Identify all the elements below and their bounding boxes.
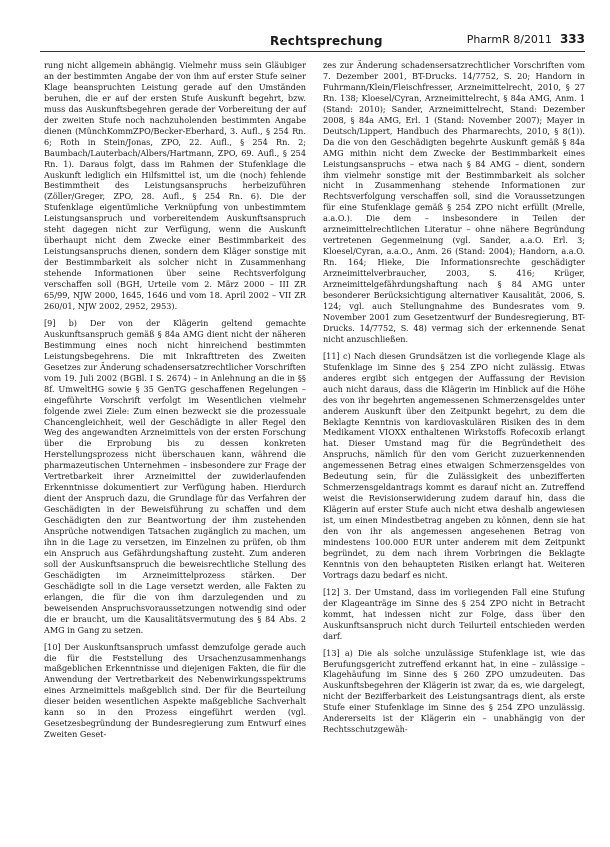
page-header [40,30,585,56]
paragraph: [13] a) Die als solche unzulässige Stufenklage ist, wie das Berufungsgericht zutreffend erkannt hat, in eine – zulässige – Klagehäufung im Sinne des § 260 ZPO umzudeuten. Das Auskunftsbegehren der Klägerin ist zwar, da es, wie dargelegt, nicht der Bezifferbarkeit des Leistungsantrags dient, als erste Stufe einer Stufenklage im Sinne des § 254 ZPO unzulässig. Andererseits ist der Klägerin ein – unabhängig von der Rechtsschutzgewäh- [323,647,585,735]
left-column [44,60,306,746]
header-rule [40,51,585,52]
paragraph: [12] 3. Der Umstand, dass im vorliegenden Fall eine Stufung der Klageanträge im Sinne des § 254 ZPO nicht in Betracht kommt, hat indessen nicht zur Folge, dass über den Auskunftsanspruch nicht durch Teilurteil entschieden werden darf. [323,586,585,641]
journal-issue: PharmR 8/2011 [466,33,552,46]
right-column [323,60,585,741]
paragraph: [11] c) Nach diesen Grundsätzen ist die vorliegende Klage als Stufenklage im Sinne des § 254 ZPO nicht zulässig. Etwas anderes ergibt sich entgegen der Auffassung der Revision auch nicht daraus, dass die Klägerin im Hinblick auf die Höhe des von ihr begehrten angemessenen Schmerzensgeldes unter anderem Auskunft über den Zeitpunkt begehrt, zu dem die Beklagte Kenntnis von kardiovaskulären Risiken des in dem Medikament VIOXX enthaltenen Wirkstoffs Rofecoxib erlangt hat. Dieser Umstand mag für die Begründetheit des Anspruchs, nämlich für den vom Gericht zuzuerkennenden angemessenen Betrag eines etwaigen Schmerzensgeldes von Bedeutung sein, für die Zulässigkeit des unbezifferten Schmerzensgeldantrags kommt es darauf nicht an. Zutreffend weist die Revisionserwiderung zudem darauf hin, dass die Klägerin auf erster Stufe auch nicht etwa deshalb angewiesen ist, um einen Mindestbetrag angeben zu können, denn sie hat den von ihr als angemessen angesehenen Betrag von mindestens 100.000 EUR unter anderem mit dem Zeitpunkt begründet, zu dem nach ihrem Vorbringen die Beklagte Kenntnis von den behaupteten Risiken erlangt hat. Weiteren Vortrags dazu bedarf es nicht. [323,350,585,580]
paragraph: zes zur Änderung schadensersatzrechtlicher Vorschriften vom 7. Dezember 2001, BT-Drucks. 14/7752, S. 20; Handorn in Fuhrmann/Klein/Fleischfresser, Arzneimittelrecht, 2010, § 27 Rn. 138; Kloesel/Cyran, Arzneimittelrecht, § 84a AMG, Anm. 1 (Stand: 2010); Sander, Arzneimittelrecht, Stand: Dezember 2008, § 84a AMG, Erl. 1 (Stand: November 2007); Mayer in Deutsch/Lippert, Handbuch des Pharmarechts, 2010, § 8(1)). Da die von den Geschädigten begehrte Auskunft gemäß § 84a AMG mithin nicht dem Zwecke der Bestimmbarkeit eines Leistungsanspruchs – etwa nach § 84 AMG – dient, sondern ihm vielmehr sonstige mit der Bestimmbarkeit als solcher nicht in Zusammenhang stehende Informationen zur Rechtsverfolgung verschaffen soll, sind die Voraussetzungen für eine Stufenklage gemäß § 254 ZPO nicht erfüllt (Mrelle, a.a.O.). Die dem – insbesondere in Teilen der arzneimittelrechtlichen Literatur – ohne nähere Begründung vertretenen Gegenmeinung (vgl. Sander, a.a.O. Erl. 3; Kloesel/Cyran, a.a.O., Anm. 26 (Stand: 2004); Handorn, a.a.O. Rn. 164; Hieke, Die Informationsrechte geschädigter Arzneimittelverbraucher, 2003, S. 416; Krüger, Arzneimittelgefährdungshaftung nach § 84 AMG unter besonderer Berücksichtigung alternativer Kausalität, 2006, S. 124; vgl. auch Stellungnahme des Bundesrates vom 9. November 2001 zum Gesetzentwurf der Bundesregierung, BT-Drucks. 14/7752, S. 48) vermag sich der erkennende Senat nicht anzuschließen. [323,60,585,344]
page-number: 333 [559,32,585,46]
paragraph: rung nicht allgemein abhängig. Vielmehr muss sein Gläubiger an der bestimmten Angabe der von ihm auf erster Stufe seiner Klage beanspruchten Leistung gerade auf den Umständen beruhen, die er auf der ersten Stufe Auskunft begehrt, bzw. muss das Auskunftsbegehren gerade der Vorbereitung der auf der zweiten Stufe noch nachzuholenden bestimmten Angabe dienen (MünchKommZPO/Becker-Eberhard, 3. Aufl., § 254 Rn. 6; Roth in Stein/Jonas, ZPO, 22. Aufl., § 254 Rn. 2; Baumbach/Lauterbach/Albers/Hartmann, ZPO, 69. Aufl., § 254 Rn. 1). Daraus folgt, dass im Rahmen der Stufenklage die Auskunft lediglich ein Hilfsmittel ist, um die (noch) fehlende Bestimmtheit des Leistungsanspruchs herbeizuführen (Zöller/Greger, ZPO, 28. Aufl., § 254 Rn. 6). Die der Stufenklage eigentümliche Verknüpfung von unbestimmtem Leistungsanspruch und vorbereitendem Auskunftsanspruch steht dagegen nicht zur Verfügung, wenn die Auskunft überhaupt nicht dem Zwecke einer Bestimmbarkeit des Leistungsanspruchs dienen, sondern dem Kläger sonstige mit der Bestimmbarkeit als solcher nicht in Zusammenhang stehende Informationen über seine Rechtsverfolgung verschaffen soll (BGH, Urteile vom 2. März 2000 – III ZR 65/99, NJW 2000, 1645, 1646 und vom 18. April 2002 – VII ZR 260/01, NJW 2002, 2952, 2953). [44,60,306,311]
paragraph: [10] Der Auskunftsanspruch umfasst demzufolge gerade auch die für die Feststellung des Ursachenzusammenhangs maßgeblichen Erkenntnisse und diejenigen Fakten, die für die Anwendung der Vertretbarkeit des Nebenwirkungsspektrums eines Arzneimittels maßgeblich sind. Der für die Beurteilung dieser beiden wesentlichen Aspekte maßgebliche Sachverhalt kann so in den Prozess eingeführt werden (vgl. Gesetzesbegründung der Bundesregierung zum Entwurf eines Zweiten Geset- [44,641,306,740]
journal-reference [467,32,585,46]
paragraph: [9] b) Der von der Klägerin geltend gemachte Auskunftsanspruch gemäß § 84a AMG dient nicht der näheren Bestimmung eines noch nicht hinreichend bestimmten Leistungsbegehrens. Die mit Inkrafttreten des Zweiten Gesetzes zur Änderung schadensersatzrechtlicher Vorschriften vom 19. Juli 2002 (BGBl. I S. 2674) – in Anlehnung an die in §§ 8f. UmweltHG sowie § 35 GenTG geschaffenen Regelungen – eingeführte Vorschrift verfolgt im Wesentlichen vielmehr folgende zwei Ziele: Zum einen bezweckt sie die prozessuale Chancengleichheit, weil der Geschädigte in aller Regel den Weg des angewandten Arzneimittels von der ersten Forschung über die Erprobung bis zu dessen konkreten Herstellungsprozess nicht überschauen kann, während die pharmazeutischen Unternehmen – insbesondere zur Frage der Vertretbarkeit ihrer Arzneimittel der zuwiderlaufenden Erkenntnisse dokumentiert zur Verfügung haben. Hierdurch dient der Anspruch dazu, die Grundlage für das Verfahren der Geschädigten in der Beweisführung zu schaffen und dem Geschädigten den zur Beantwortung der ihm zustehenden Ansprüche notwendigen Tatsachen zugänglich zu machen, um ihn in die Lage zu versetzen, im Einzelnen zu prüfen, ob ihm ein Anspruch aus Gefährdungshaftung zusteht. Zum anderen soll der Auskunftsanspruch die beweisrechtliche Stellung des Geschädigten im Arzneimittelprozess stärken. Der Geschädigte soll in die Lage versetzt werden, alle Fakten zu erlangen, die für die von ihm darzulegenden und zu beweisenden Anspruchsvoraussetzungen notwendig sind oder die er braucht, um die Kausalitätsvermutung des § 84 Abs. 2 AMG in Gang zu setzen. [44,317,306,635]
section-rubric: Rechtsprechung [270,34,383,48]
